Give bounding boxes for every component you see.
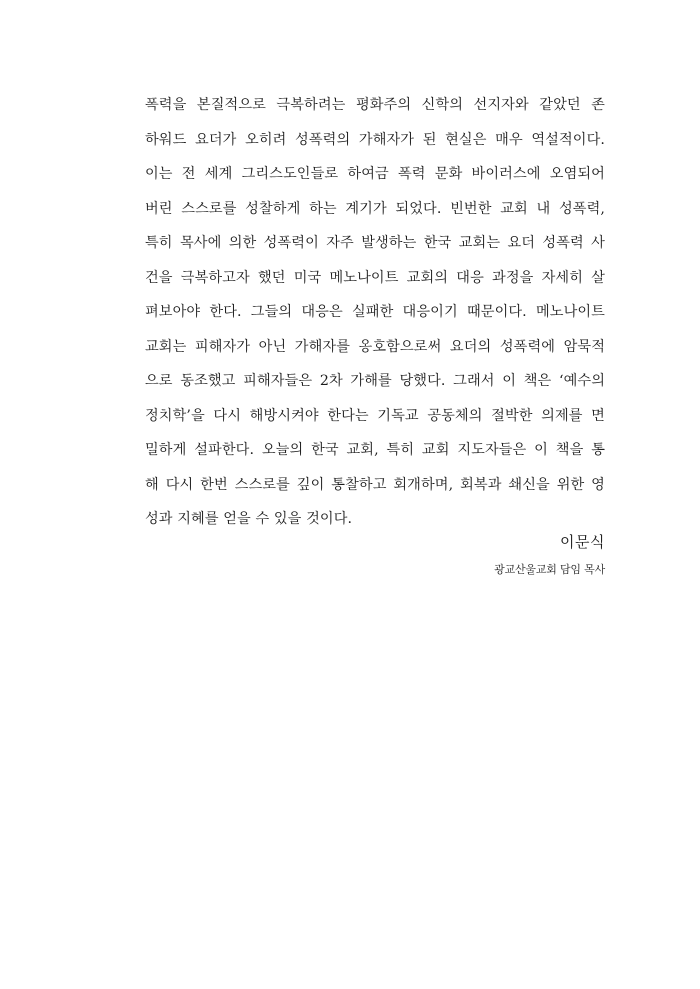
paragraph-line: 버린 스스로를 성찰하게 하는 계기가 되었다. 빈번한 교회 내 성폭력, <box>145 200 605 217</box>
paragraph-line: 정치학’을 다시 해방시켜야 한다는 기독교 공동체의 절박한 의제를 면 <box>145 407 605 424</box>
paragraph-line: 펴보아야 한다. 그들의 대응은 실패한 대응이기 때문이다. 메노나이트 <box>145 304 605 320</box>
paragraph-line: 해 다시 한번 스스로를 깊이 통찰하고 회개하며, 회복과 쇄신을 위한 영 <box>145 476 605 493</box>
author-name: 이문식 <box>560 533 605 551</box>
paragraph-line: 하워드 요더가 오히려 성폭력의 가해자가 된 현실은 매우 역설적이다. <box>145 131 605 148</box>
paragraph-line: 이는 전 세계 그리스도인들로 하여금 폭력 문화 바이러스에 오염되어 <box>145 166 605 182</box>
paragraph-line: 폭력을 본질적으로 극복하려는 평화주의 신학의 선지자와 같았던 존 <box>145 97 605 113</box>
author-title: 광교산울교회 담임 목사 <box>494 563 605 576</box>
paragraph-line: 밀하게 설파한다. 오늘의 한국 교회, 특히 교회 지도자들은 이 책을 통 <box>145 442 605 458</box>
paragraph-line: 건을 극복하고자 했던 미국 메노나이트 교회의 대응 과정을 자세히 살 <box>145 269 605 286</box>
paragraph-line: 교회는 피해자가 아닌 가해자를 옹호함으로써 요더의 성폭력에 암묵적 <box>145 338 605 355</box>
paragraph-line: 특히 목사에 의한 성폭력이 자주 발생하는 한국 교회는 요더 성폭력 사 <box>145 235 605 251</box>
paragraph-line-last: 성과 지혜를 얻을 수 있을 것이다. <box>145 511 353 527</box>
endorsement-paragraph <box>145 88 605 537</box>
paragraph-line: 으로 동조했고 피해자들은 2차 가해를 당했다. 그래서 이 책은 ‘예수의 <box>145 373 605 389</box>
